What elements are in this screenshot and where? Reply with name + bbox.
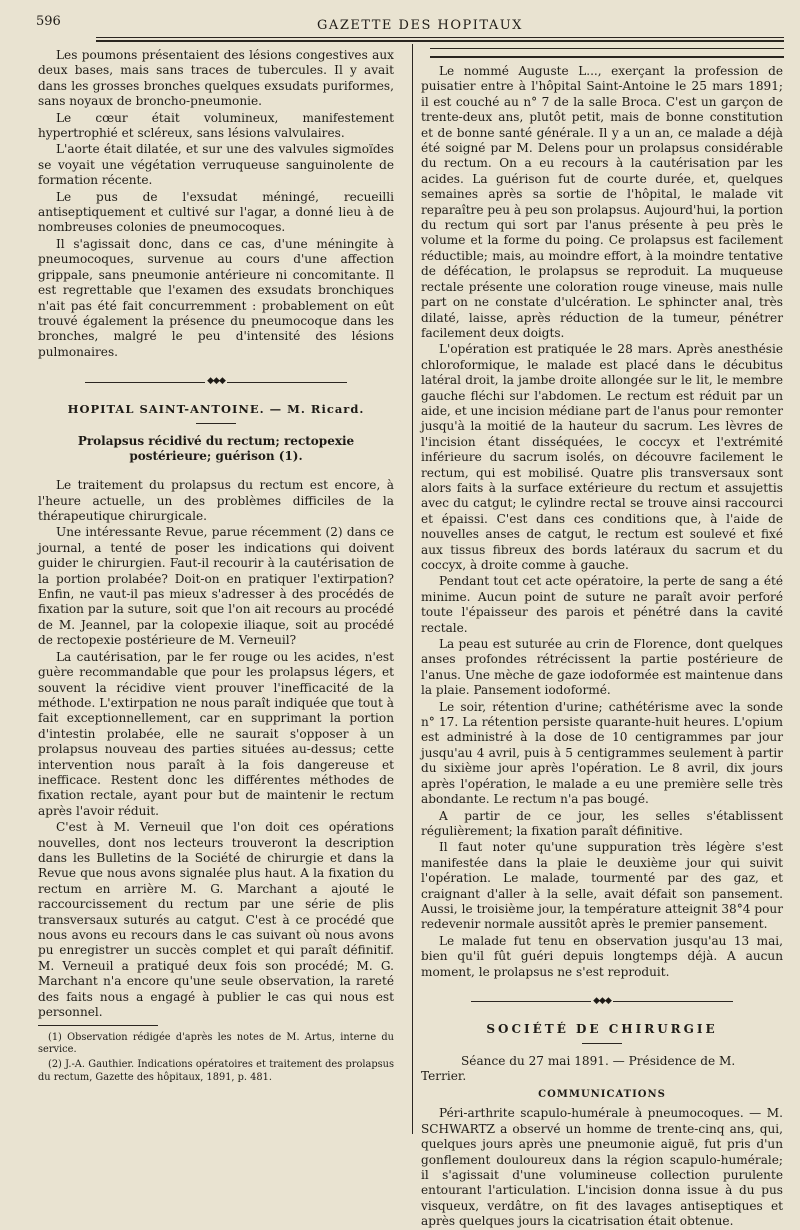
article-title: Prolapsus récidivé du rectum; rectopexie postérieure; guérison (1). bbox=[77, 434, 355, 464]
paragraph: Il faut noter qu'une suppuration très légère s'est manifestée dans la plaie le deuxième jour qui suivit l'opération. Le malade, tourmenté par des gaz, et craignant d'aller à la selle, avait défait son pansement. Aussi, le troisième jour, la température atteignit 38°4 pour redevenir normale aussitôt après le premier pansement. bbox=[421, 840, 783, 932]
short-rule bbox=[196, 423, 236, 424]
paragraph: La peau est suturée au crin de Florence, dont quelques anses profondes rétrécissent la partie postérieure de l'anus. Une mèche de gaze iodoformée est maintenue dans la plaie. Pansement iodoformé. bbox=[421, 637, 783, 698]
footnote-2: (2) J.-A. Gauthier. Indications opératoires et traitement des prolapsus du rectum, Gazette des hôpitaux, 1891, p. 481. bbox=[38, 1059, 394, 1083]
right-column-top-rule bbox=[430, 48, 784, 49]
footnote-1: (1) Observation rédigée d'après les notes de M. Artus, interne du service. bbox=[38, 1032, 394, 1056]
paragraph: Péri-arthrite scapulo-humérale à pneumocoques. — M. SCHWARTZ a observé un homme de trente-cinq ans, qui, quelques jours après une pneumonie aiguë, fut pris d'un gonflement douloureux dans la région scapulo-humérale; il s'agissait d'une volumineuse collection purulente entourant l'articulation. L'incision donna issue à du pus visqueux, verdâtre, on fit des lavages antiseptiques et après quelques jours la cicatrisation était obtenue. bbox=[421, 1106, 783, 1229]
header-rule-thick bbox=[96, 40, 784, 42]
paragraph: Le nommé Auguste L..., exerçant la profession de puisatier entre à l'hôpital Saint-Antoine le 25 mars 1891; il est couché au n° 7 de la salle Broca. C'est un garçon de trente-deux ans, plutôt petit, mais de bonne constitution et de bonne santé générale. Il y a un an, ce malade a déjà été soigné par M. Delens pour un prolapsus considérable du rectum. On a eu recours à la cautérisation par les acides. La guérison fut de courte durée, et, quelques semaines après sa sortie de l'hôpital, le malade vit reparaître peu à peu son prolapsus. Aujourd'hui, la portion du rectum qui sort par l'anus présente à peu près le volume et la forme du poing. Ce prolapsus est facilement réductible; mais, au moindre effort, à la moindre tentative de défécation, le prolapsus se reproduit. La muqueuse rectale présente une coloration rouge vineuse, mais nulle part on ne constate d'ulcération. Le sphincter anal, très dilaté, laisse, après réduction de la tumeur, pénétrer facilement deux doigts. bbox=[421, 64, 783, 340]
header-rule bbox=[96, 37, 784, 38]
short-rule bbox=[582, 1043, 622, 1044]
right-column-top-rule-thick bbox=[430, 56, 784, 58]
section-heading: HOPITAL SAINT-ANTOINE. — M. Ricard. bbox=[67, 401, 365, 416]
section-separator: ◆◆◆ bbox=[38, 374, 394, 390]
paragraph: Une intéressante Revue, parue récemment (2) dans ce journal, a tenté de poser les indications qui doivent guider le chirurgien. Faut-il recourir à la cautérisation de la portion prolabée? Doit-on en pratiquer l'extirpation? Enfin, ne vaut-il pas mieux s'adresser à des procédés de fixation par la suture, soit que l'on ait recours au procédé de M. Jeannel, par la colopexie iliaque, soit au procédé de rectopexie postérieure de M. Verneuil? bbox=[38, 525, 394, 648]
paragraph: C'est à M. Verneuil que l'on doit ces opérations nouvelles, dont nos lecteurs trouveront la description dans les Bulletins de la Société de chirurgie et dans la Revue que nous avons signalée plus haut. A la fixation du rectum en arrière M. G. Marchant a ajouté le raccourcissement du rectum par une série de plis transversaux suturés au catgut. C'est à ce procédé que nous avons eu recours dans le cas suivant où nous avons pu enregistrer un succès complet et qui paraît définitif. M. Verneuil a pratiqué deux fois son procédé; M. G. Marchant n'a encore qu'une seule observation, la rareté des faits nous a engagé à publier le cas qui nous est personnel. bbox=[38, 820, 394, 1020]
paragraph: A partir de ce jour, les selles s'établissent régulièrement; la fixation paraît définitive. bbox=[421, 808, 783, 838]
page-number: 596 bbox=[36, 14, 61, 29]
paragraph: Le traitement du prolapsus du rectum est encore, à l'heure actuelle, un des problèmes difficiles de la thérapeutique chirurgicale. bbox=[38, 478, 394, 524]
paragraph: L'opération est pratiquée le 28 mars. Après anesthésie chloroformique, le malade est placé dans le décubitus latéral droit, la jambe droite allongée sur le lit, le membre gauche fléchi sur l'abdomen. Le rectum est réduit par un aide, et une incision médiane part de l'anus pour remonter jusqu'à la moitié de la hauteur du sacrum. Les lèvres de l'incision étant disséquées, le coccyx et l'extrémité inférieure du sacrum isolés, on découvre facilement le rectum, qui est mobilisé. Quatre plis transversaux sont alors faits à la surface extérieure du rectum et assujettis avec du catgut; le cylindre rectal se trouve ainsi raccourci et épaissi. C'est dans ces conditions que, à l'aide de nouvelles anses de catgut, le rectum est soulevé et fixé aux tissus fibreux des bords latéraux du sacrum et du coccyx, à droite comme à gauche. bbox=[421, 342, 783, 572]
session-line: Séance du 27 mai 1891. — Présidence de M. Terrier. bbox=[421, 1054, 736, 1084]
paragraph: La cautérisation, par le fer rouge ou les acides, n'est guère recommandable que pour les prolapsus légers, et souvent la récidive vient prouver l'inefficacité de la méthode. L'extirpation ne nous paraît indiquée que tout à fait exceptionnellement, car en supprimant la portion d'intestin prolabée, elle ne saurait s'opposer à un prolapsus nouveau des parties situées au-dessus; cette intervention nous paraît à la fois dangereuse et inefficace. Restent donc les différentes méthodes de fixation rectale, ayant pour but de maintenir le rectum après l'avoir réduit. bbox=[38, 649, 394, 818]
paragraph: Il s'agissait donc, dans ce cas, d'une méningite à pneumocoques, survenue au cours d'une affection grippale, sans pneumonie antérieure ni concomitante. Il est regrettable que l'examen des exsudats bronchiques n'ait pas été fait concurremment : probablement on eût trouvé également la présence du pneumocoque dans les bronches, malgré le peu d'intensité des lésions pulmonaires. bbox=[38, 236, 394, 359]
section-separator: ◆◆◆ bbox=[421, 994, 783, 1010]
footnote-rule bbox=[38, 1025, 158, 1026]
right-column bbox=[421, 64, 783, 1230]
paragraph: Pendant tout cet acte opératoire, la perte de sang a été minime. Aucun point de suture ne paraît avoir perforé toute l'épaisseur des parois et pénétré dans la cavité rectale. bbox=[421, 574, 783, 635]
column-divider bbox=[412, 44, 413, 1134]
paragraph: Le malade fut tenu en observation jusqu'au 13 mai, bien qu'il fût guéri depuis longtemps déjà. A aucun moment, le prolapsus ne s'est reproduit. bbox=[421, 933, 783, 979]
left-column bbox=[38, 48, 394, 1020]
paragraph: Le soir, rétention d'urine; cathétérisme avec la sonde n° 17. La rétention persiste quarante-huit heures. L'opium est administré à la dose de 10 centigrammes par jour jusqu'au 4 avril, puis à 5 centigrammes seulement à partir du sixième jour après l'opération. Le 8 avril, dix jours après l'opération, le malade a eu une première selle très abondante. Le rectum n'a pas bougé. bbox=[421, 699, 783, 807]
paragraph: Le cœur était volumineux, manifestement hypertrophié et scléreux, sans lésions valvulaires. bbox=[38, 110, 394, 141]
paragraph: L'aorte était dilatée, et sur une des valvules sigmoïdes se voyait une végétation verruqueuse sanguinolente de formation récente. bbox=[38, 142, 394, 188]
footnotes bbox=[38, 1025, 394, 1087]
communications-heading: COMMUNICATIONS bbox=[538, 1088, 666, 1100]
paragraph: Les poumons présentaient des lésions congestives aux deux bases, mais sans traces de tubercules. Il y avait dans les grosses bronches quelques exsudats puriformes, sans noyaux de broncho-pneumonie. bbox=[38, 48, 394, 109]
society-heading: SOCIÉTÉ DE CHIRURGIE bbox=[486, 1021, 718, 1036]
running-head: GAZETTE DES HOPITAUX bbox=[317, 18, 523, 33]
paragraph: Le pus de l'exsudat méningé, recueilli antiseptiquement et cultivé sur l'agar, a donné lieu à de nombreuses colonies de pneumocoques. bbox=[38, 189, 394, 235]
